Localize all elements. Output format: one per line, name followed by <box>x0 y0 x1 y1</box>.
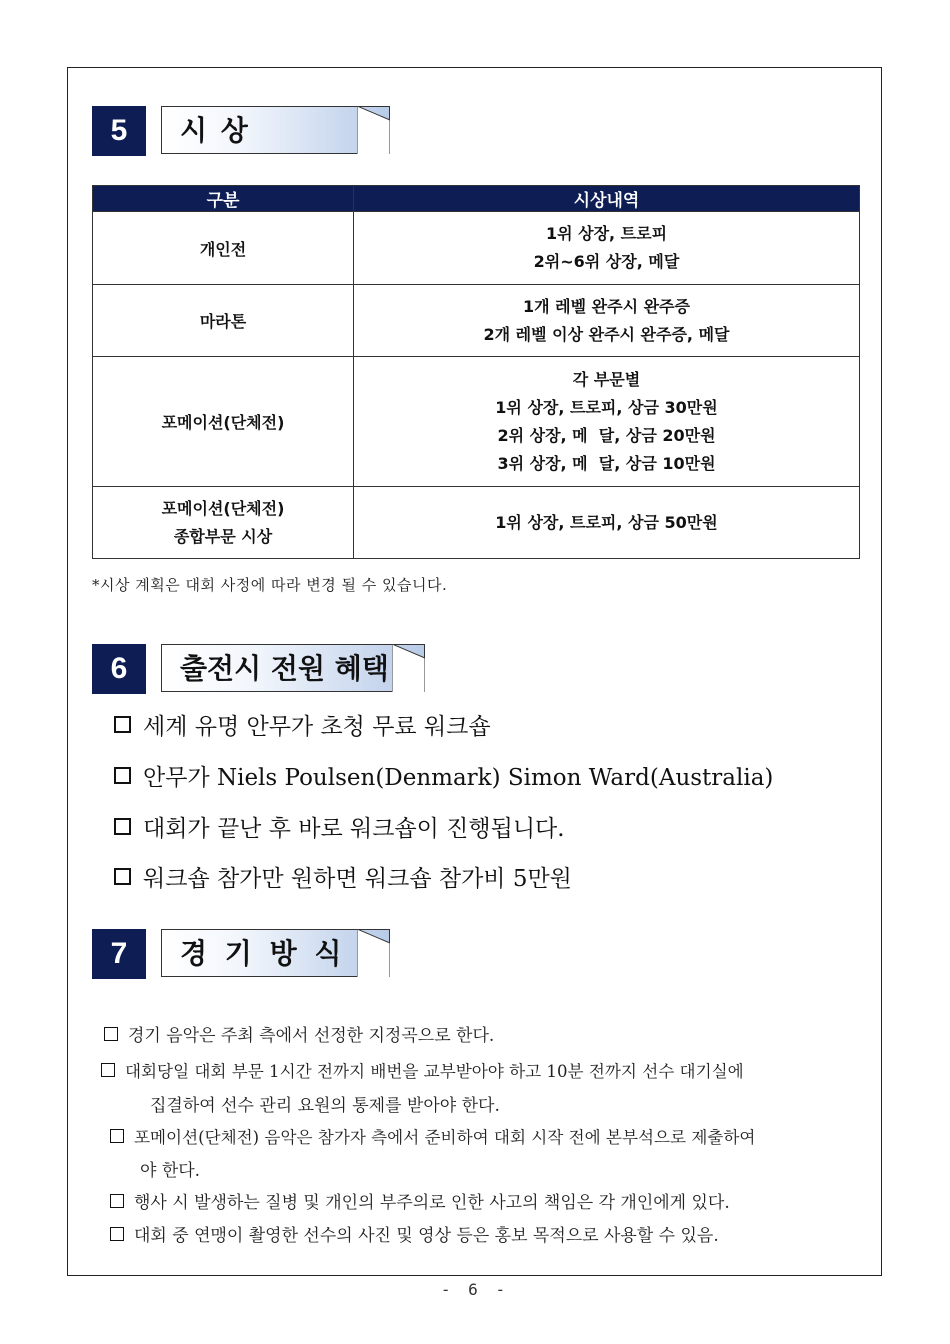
rule-item <box>110 1188 730 1213</box>
rule-text: 행사 시 발생하는 질병 및 개인의 부주의로 인한 사고의 책임은 각 개인에게 있다. <box>134 1193 730 1213</box>
benefit-item <box>114 759 773 792</box>
detail-line: 각 부문별 <box>572 369 641 389</box>
detail-line: 1위 상장, 트로피, 상금 50만원 <box>495 512 718 532</box>
checkbox-icon <box>101 1063 115 1077</box>
checkbox-icon <box>114 868 131 885</box>
section-title: 시 상 <box>180 114 250 147</box>
category-label: 마라톤 <box>199 312 247 331</box>
section-number: 5 <box>92 106 146 156</box>
rule-item <box>110 1124 755 1148</box>
detail-line: 2개 레벨 이상 완주시 완주증, 메달 <box>483 324 730 344</box>
checkbox-icon <box>114 767 131 784</box>
section-7-header <box>92 929 392 981</box>
section-6-header <box>92 644 432 696</box>
detail-line: 1위 상장, 트로피 <box>545 224 668 243</box>
benefit-text: 대회가 끝난 후 바로 워크숍이 진행됩니다. <box>143 816 565 842</box>
section-title: 경 기 방 식 <box>180 937 346 970</box>
detail-line: 2위 상장, 메 달, 상금 20만원 <box>497 425 716 445</box>
rule-continuation: 야 한다. <box>140 1161 201 1181</box>
checkbox-icon <box>114 818 131 835</box>
benefit-item <box>114 810 565 843</box>
category-label: 종합부문 시상 <box>173 526 273 546</box>
section-5-header <box>92 106 392 158</box>
row-details <box>354 357 860 487</box>
benefit-text: 세계 유명 안무가 초청 무료 워크숍 <box>143 714 491 740</box>
table-row <box>93 487 860 559</box>
detail-line: 1위 상장, 트로피, 상금 30만원 <box>495 397 718 417</box>
category-label: 개인전 <box>199 239 247 259</box>
row-details <box>354 285 860 357</box>
checkbox-icon <box>110 1129 124 1143</box>
table-row <box>93 212 860 285</box>
row-category <box>93 357 354 487</box>
section-number: 6 <box>92 644 146 694</box>
detail-line: 1개 레벨 완주시 완주증 <box>523 296 690 316</box>
row-details <box>354 487 860 559</box>
rule-item <box>101 1058 744 1082</box>
rule-text: 대회 중 연맹이 촬영한 선수의 사진 및 영상 등은 홍보 목적으로 사용할 수 있음. <box>134 1226 719 1246</box>
rule-item <box>110 1221 719 1246</box>
benefit-item <box>114 708 491 741</box>
row-details <box>354 212 860 285</box>
row-category <box>93 285 354 357</box>
awards-table <box>92 185 860 559</box>
section-title-box <box>161 644 425 692</box>
benefit-text: 워크숍 참가만 원하면 워크숍 참가비 5만원 <box>143 866 572 892</box>
rule-item <box>104 1021 494 1046</box>
rule-text: 포메이션(단체전) 음악은 참가자 측에서 준비하여 대회 시작 전에 본부석으로 제출하여 <box>134 1128 756 1147</box>
row-category <box>93 212 354 285</box>
detail-line: 3위 상장, 메 달, 상금 10만원 <box>497 453 716 473</box>
section-title: 출전시 전원 혜택 <box>180 652 389 685</box>
row-category <box>93 487 354 559</box>
section-title-box <box>161 106 390 154</box>
folded-corner-icon <box>357 929 390 977</box>
rule-text: 대회당일 대회 부문 1시간 전까지 배번을 교부받아야 하고 10분 전까지 선수 대기실에 <box>125 1062 744 1081</box>
section-title-box <box>161 929 390 977</box>
category-label: 포메이션(단체전) <box>161 498 285 518</box>
header-details: 시상내역 <box>354 186 860 212</box>
checkbox-icon <box>114 716 131 733</box>
table-row <box>93 285 860 357</box>
checkbox-icon <box>110 1194 124 1208</box>
folded-corner-icon <box>392 644 425 692</box>
header-category: 구분 <box>93 186 354 212</box>
folded-corner-icon <box>357 106 390 154</box>
page-number: - 6 - <box>440 1280 510 1299</box>
benefit-item <box>114 860 572 893</box>
table-header-row <box>93 186 860 212</box>
checkbox-icon <box>104 1027 118 1041</box>
awards-note: *시상 계획은 대회 사정에 따라 변경 될 수 있습니다. <box>92 576 448 594</box>
table-row <box>93 357 860 487</box>
checkbox-icon <box>110 1227 124 1241</box>
rule-text: 경기 음악은 주최 측에서 선정한 지정곡으로 한다. <box>128 1026 495 1046</box>
category-label: 포메이션(단체전) <box>161 413 285 432</box>
rule-continuation: 집결하여 선수 관리 요원의 통제를 받아야 한다. <box>150 1096 500 1116</box>
section-number: 7 <box>92 929 146 979</box>
detail-line: 2위~6위 상장, 메달 <box>533 252 680 271</box>
benefit-text: 안무가 Niels Poulsen(Denmark) Simon Ward(Australia) <box>143 765 774 791</box>
